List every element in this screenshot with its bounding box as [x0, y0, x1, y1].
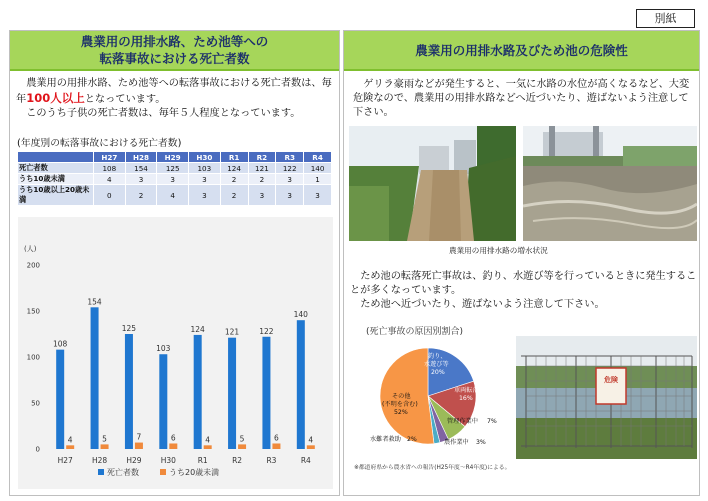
- data-label-deaths: 125: [121, 324, 137, 333]
- data-label-deaths: 103: [156, 344, 171, 354]
- table-row: [18, 185, 332, 206]
- x-tick-label: R2: [232, 456, 243, 465]
- data-label-deaths: 154: [87, 297, 102, 307]
- flood-warning-text: ゲリラ豪雨などが発生すると、一気に水路の水位が高くなるなど、大変危険なので、農業用の用排水路などへ近づいたり、遊ばないよう注意して下さい。: [353, 79, 690, 118]
- left-heading-line1: 農業用の用排水路、ため池等への: [80, 34, 269, 49]
- table-header-cell: R2: [248, 152, 276, 163]
- x-tick-label: R1: [197, 456, 208, 465]
- right-heading-text: 農業用の用排水路及びため池の危険性: [415, 42, 628, 58]
- bar-under20: [101, 444, 109, 449]
- bar-deaths: [297, 320, 305, 449]
- bar-under20: [135, 443, 143, 449]
- table-cell: 3: [276, 174, 304, 185]
- table-header-cell: R4: [304, 152, 332, 163]
- data-label-under20: 6: [274, 433, 279, 443]
- bar-deaths: [56, 350, 64, 449]
- bar-under20: [204, 445, 212, 449]
- table-header-cell: H27: [94, 152, 126, 163]
- table-cell: 140: [304, 163, 332, 174]
- y-tick-label: 50: [31, 399, 40, 408]
- table-cell: 3: [304, 185, 332, 206]
- pie-label-fishing-pct: 20%: [431, 369, 445, 376]
- data-label-under20: 7: [136, 432, 142, 442]
- legend-label-deaths: 死亡者数: [107, 468, 139, 477]
- pie-label-farm: 農作業中: [444, 439, 469, 446]
- table-cell: 2: [248, 174, 276, 185]
- pie-label-other-pct: 52%: [394, 409, 408, 416]
- pie-caption: (死亡事故の原因別割合): [366, 327, 464, 337]
- y-axis-unit-label: (人): [24, 245, 37, 253]
- pond-fence-image: [516, 336, 697, 459]
- cause-pie-chart: [348, 336, 510, 461]
- bar-deaths: [262, 337, 270, 449]
- pond-caution-text: ため池へ近づいたり、遊ばないよう注意して下さい。: [360, 299, 605, 310]
- left-panel-heading: [10, 31, 339, 71]
- attachment-tag: 別紙: [636, 9, 695, 28]
- pie-label-fall-pct: 16%: [459, 395, 473, 402]
- data-label-deaths: 140: [293, 310, 308, 320]
- table-cell: 124: [220, 163, 248, 174]
- table-cell: 1: [304, 174, 332, 185]
- table-cell: 154: [125, 163, 157, 174]
- y-tick-label: 200: [26, 261, 40, 270]
- x-tick-label: H29: [126, 456, 142, 465]
- bar-under20: [66, 445, 74, 449]
- bar-chart-svg: [18, 217, 333, 489]
- table-cell: 121: [248, 163, 276, 174]
- right-panel: [343, 30, 700, 496]
- left-panel: [9, 30, 340, 496]
- table-header-cell: [18, 152, 94, 163]
- bar-under20: [307, 445, 315, 449]
- table-header-cell: H30: [189, 152, 221, 163]
- table-cell: 0: [94, 185, 126, 206]
- table-cell: 3: [125, 174, 157, 185]
- table-header-cell: H29: [157, 152, 189, 163]
- bar-deaths: [194, 335, 202, 449]
- data-label-deaths: 121: [224, 327, 240, 337]
- table-header-cell: R3: [276, 152, 304, 163]
- table-row: [18, 174, 332, 185]
- table-cell: 2: [220, 174, 248, 185]
- table-cell: 108: [94, 163, 126, 174]
- pond-fence-photo: [516, 336, 697, 459]
- table-cell: 4: [94, 174, 126, 185]
- deaths-bar-chart: [18, 217, 333, 489]
- table-row: [18, 163, 332, 174]
- data-label-under20: 4: [205, 435, 211, 445]
- table-row-label: うち10歳未満: [18, 174, 94, 185]
- table-cell: 4: [157, 185, 189, 206]
- table-cell: 122: [276, 163, 304, 174]
- pie-label-other: その他: [392, 393, 411, 400]
- y-tick-label: 150: [26, 307, 40, 316]
- table-header-cell: R1: [220, 152, 248, 163]
- y-tick-label: 0: [35, 445, 40, 454]
- table-cell: 125: [157, 163, 189, 174]
- pie-label-farm-pct: 3%: [476, 439, 486, 446]
- x-tick-label: H27: [57, 456, 73, 465]
- legend-swatch-deaths: [98, 469, 104, 475]
- table-cell: 2: [125, 185, 157, 206]
- y-tick-label: 100: [26, 353, 40, 362]
- x-tick-label: H30: [160, 456, 176, 465]
- data-label-under20: 4: [308, 435, 314, 445]
- x-tick-label: H28: [91, 456, 108, 465]
- pie-label-fishing: 釣り、: [428, 353, 447, 360]
- table-row-label: 死亡者数: [18, 163, 94, 174]
- table-cell: 103: [189, 163, 221, 174]
- data-label-deaths: 122: [259, 326, 274, 336]
- pie-label-rescue: 水難者救助: [370, 436, 401, 443]
- left-heading-line2: 転落事故における死亡者数: [99, 51, 250, 66]
- table-cell: 2: [220, 185, 248, 206]
- pie-label-rescue-pct: 2%: [407, 436, 417, 443]
- legend-swatch-under20: [160, 469, 166, 475]
- bar-deaths: [159, 354, 167, 449]
- table-header-row: [18, 152, 332, 163]
- pie-label-fall: 車両転落: [454, 387, 479, 394]
- data-label-under20: 5: [102, 434, 107, 444]
- table-cell: 3: [276, 185, 304, 206]
- bar-under20: [169, 443, 177, 449]
- table-cell: 3: [157, 174, 189, 185]
- source-note: ※都道府県から農水省への報告(H25年度〜R4年度)による。: [354, 465, 511, 471]
- intro-text-pre: 農業用の用排水路、ため池等への転落事故における死亡者数は、毎年: [16, 78, 332, 105]
- data-label-under20: 4: [67, 435, 73, 445]
- canal-photo-image: [349, 126, 516, 241]
- x-tick-label: R4: [300, 456, 311, 465]
- intro-text-post: となっています。: [84, 94, 166, 105]
- intro-children-text: このうち子供の死亡者数は、毎年５人程度となっています。: [26, 108, 301, 119]
- x-tick-label: R3: [266, 456, 277, 465]
- data-label-under20: 5: [239, 434, 245, 444]
- pie-label-mgmt: 管理作業中: [447, 418, 478, 425]
- bar-deaths: [91, 307, 99, 449]
- pond-accident-text: ため池の転落死亡事故は、釣り、水遊び等を行っているときに発生することが多くなっています。: [350, 271, 697, 296]
- legend-label-under20: うち20歳未満: [169, 468, 220, 477]
- pond-warning-text: [350, 270, 698, 312]
- sluice-photo-image: [523, 126, 697, 241]
- table-row-label: うち10歳以上20歳未満: [18, 185, 94, 206]
- warning-sign-text: 危険: [604, 376, 618, 384]
- bar-deaths: [125, 334, 133, 449]
- bar-under20: [272, 443, 280, 449]
- table-cell: 3: [189, 174, 221, 185]
- sluice-photo: [523, 126, 697, 241]
- bar-under20: [238, 444, 246, 449]
- bar-deaths: [228, 338, 236, 449]
- pie-label-mgmt-pct: 7%: [487, 418, 497, 425]
- right-panel-heading: [344, 31, 699, 71]
- pie-label-other2: (不明を含む): [382, 401, 418, 408]
- pie-label-fishing2: 水遊び等: [424, 361, 449, 368]
- data-label-deaths: 124: [190, 324, 205, 334]
- table-cell: 3: [189, 185, 221, 206]
- warning-sign: [596, 368, 626, 404]
- data-label-under20: 6: [170, 433, 176, 443]
- left-intro-text: [16, 77, 334, 121]
- deaths-table: [17, 151, 332, 206]
- table-header-cell: H28: [125, 152, 157, 163]
- photo-caption: 農業用の用排水路の増水状況: [449, 246, 548, 255]
- highlight-count: 100人以上: [26, 91, 85, 105]
- data-label-deaths: 108: [53, 339, 68, 349]
- table-caption: (年度別の転落事故における死亡者数): [17, 138, 182, 149]
- table-cell: 3: [248, 185, 276, 206]
- canal-photo: [349, 126, 516, 241]
